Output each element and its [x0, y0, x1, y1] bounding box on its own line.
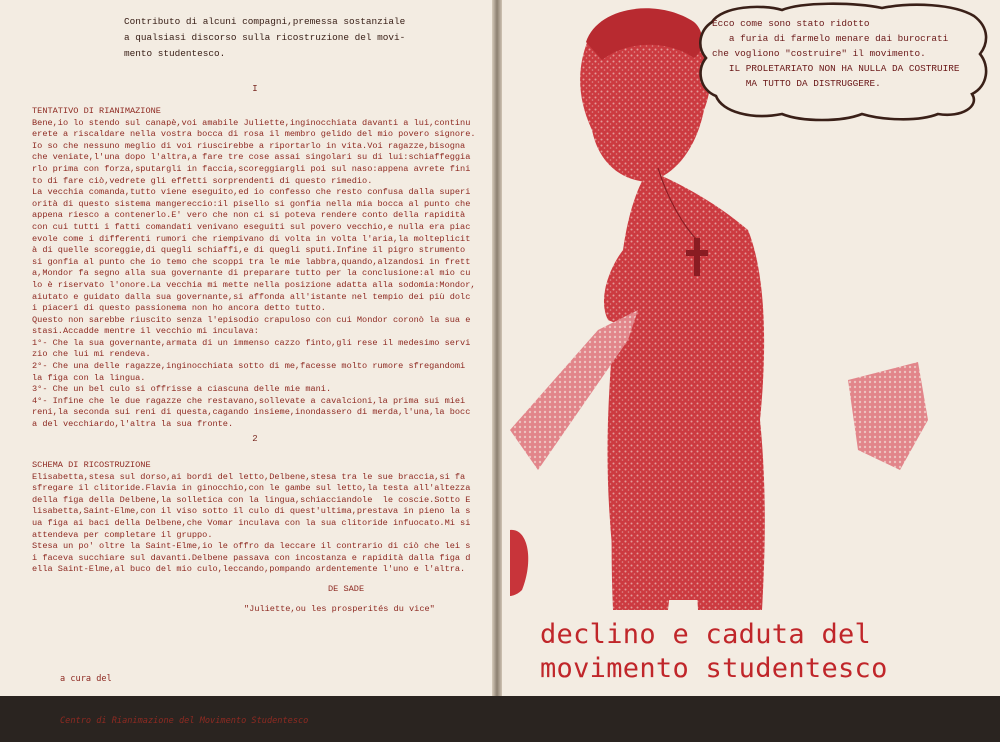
section-1-text: TENTATIVO DI RIANIMAZIONE Bene,io lo stendo sul canapè,voi amabile Juliette,inginocchiata davanti a lui,continu erete a riscaldare nella vostra bocca di rosa il membro gelido del mio povero signore. Io so che nessuno meglio di voi riuscirebbe a riportarlo in vita.Voi ragazze,bisogna che veniate,l'una dopo l'altra,a fare tre cose assai singolari su di lui:schiaffeggia rlo prima con forza,sputargli in faccia,scoreggiargli poi sul naso:appena avrete fini to di fare ciò,vedrete gli effetti sorprendenti di questo rimedio. La vecchia comanda,tutto viene eseguito,ed io confesso che resto confusa dalla superi orità di questo sistema mangereccio:il pisello si gonfia nella mia bocca al punto che appena riesco a contenerlo.E' vero che non ci si poteva rendere conto della rapidità con cui tutti i fatti comandati venivano eseguiti sul povero vecchio,e nulla era piac evole come i differenti rumori che riempivano di volta in volta l'aria,la molteplicit à di quelle scoreggie,di quegli schiaffi,e di quegli sputi.Infine il pigro strumento si gonfia al punto che io temo che scoppi tra le mie labbra,quando,alzandosi in frett a,Mondor fa segno alla sua governante di preparare tutto per la conclusione:al mio cu lo è riservato l'onore.La vecchia mi mette nella posizione adatta alla sodomia:Mondor, aiutato e guidato dalla sua governante,si affonda all'istante nel tempio dei più dolc i piaceri di questo passionema non ho ancora detto tutto. Questo non sarebbe riuscito senza l'episodio crapuloso con cui Mondor coronò la sua e stasi.Accadde mentre il vecchio mi inculava: 1°- Che la sua governante,armata di un immenso cazzo finto,gli rese il medesimo servi zio che lui mi rendeva. 2°- Che una delle ragazze,inginocchiata sotto di me,facesse molto rumore sfregandomi la figa con la lingua. 3°- Che un bel culo si offrisse a ciascuna delle mie mani. 4°- Infine che le due ragazze che restavano,sollevate a cavalcioni,la prima sui miei reni,la seconda sui reni di questa,cagando insieme,inondassero di merda,l'una,la bocc a del vecchiardo,l'altra la sua fronte. [32, 106, 476, 430]
author: DE SADE [328, 584, 365, 594]
section-2-text: SCHEMA DI RICOSTRUZIONE Elisabetta,stesa sul dorso,ai bordi del letto,Delbene,stesa tra le sue braccia,si fa sfregare il clitoride.Flavia in ginocchio,con le gambe sul letto,la testa all'altezza della figa della Delbene,la solletica con la lingua,schiacciandole le coscie.Sotto E lisabetta,Saint-Elme,con il viso sotto il culo di quest'ultima,prestava in pieno la s ua figa ai baci della Delbene,che Vomar inculava con la sua clitoride infuocato.Mi si attendeva per completare il gruppo. Stesa un po' oltre la Saint-Elme,io le offro da leccare il contrario di ciò che lei s i faceva succhiare sul davanti.Delbene passava con incostanza e rapidità dalla figa d ella Saint-Elme,al buco del mio culo,leccando,pompando ardentemente l'uno e l'altra. [32, 460, 471, 575]
section-1-numeral: I [252, 84, 258, 94]
editor-credit-label: a cura del [60, 674, 112, 684]
editor-credit-org: Centro di Rianimazione del Movimento Studentesco [60, 716, 309, 726]
intro-text: Contributo di alcuni compagni,premessa sostanziale a qualsiasi discorso sulla ricostruzione del movi- mento studentesco. [124, 16, 406, 59]
speech-bubble-text: Ecco come sono stato ridotto a furia di farmelo menare dai burocrati che vogliono "costruire" il movimento. IL PROLETARIATO NON HA NULLA DA COSTRUIRE MA TUTTO DA DISTRUGGERE. [712, 18, 960, 89]
section-2-numeral: 2 [252, 434, 258, 444]
cover-title: declino e caduta del movimento studentesco [540, 619, 888, 684]
book-quote: "Juliette,ou les prosperités du vice" [244, 604, 435, 614]
editor-credit [60, 644, 308, 742]
